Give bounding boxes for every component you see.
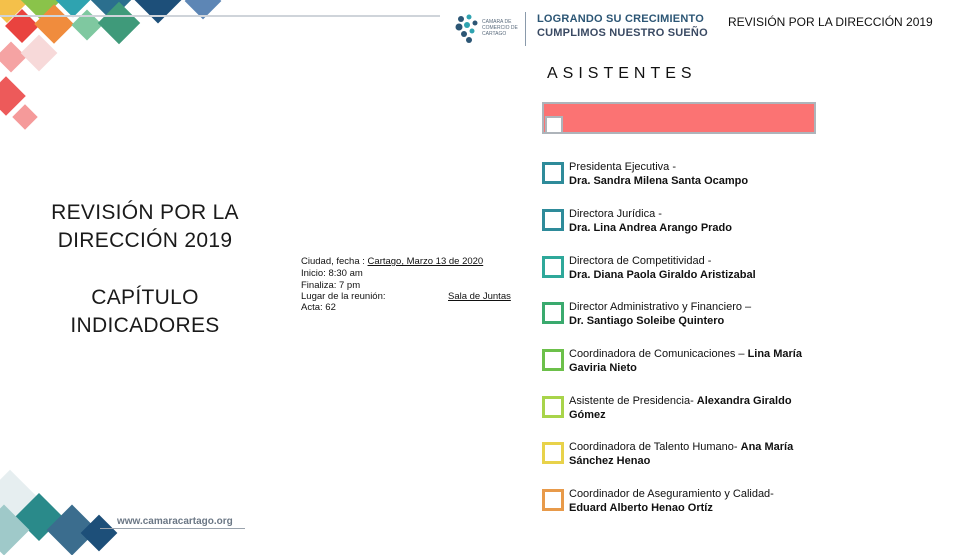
attendee-name: Dr. Santiago Soleibe Quintero [569,314,725,327]
footer-divider [100,528,245,529]
attendee-role: Coordinadora de Comunicaciones – [569,348,748,360]
attendee-name: Alexandra Giraldo Gómez [569,395,792,421]
meeting-city-date [301,256,483,268]
chamber-logo-text: CAMARA DE COMERCIO DE CARTAGO [482,19,518,37]
page-title-line-2: DIRECCIÓN 2019 [57,229,233,252]
attendee-checkbox [542,489,564,511]
meeting-city-value: Cartago, Marzo 13 de 2020 [367,256,484,267]
attendee-checkbox [542,442,564,464]
attendee-role: Director Administrativo y Financiero – [569,301,752,313]
attendee-role: Presidenta Ejecutiva - [569,161,676,173]
attendee-checkbox [542,256,564,278]
attendee-checkbox [542,209,564,231]
attendee-name: Dra. Sandra Milena Santa Ocampo [569,174,749,187]
header-title: REVISIÓN POR LA DIRECCIÓN 2019 [728,15,933,29]
attendee-name: Dra. Diana Paola Giraldo Aristizabal [569,268,756,281]
meeting-city-label: Ciudad, fecha : [301,256,368,267]
attendee-checkbox [542,302,564,324]
meeting-place-value: Sala de Juntas [448,291,511,302]
slogan-line-2: CUMPLIMOS NUESTRO SUEÑO [537,27,708,39]
logo-divider [525,12,526,46]
attendee-name: Dra. Lina Andrea Arango Prado [569,221,732,234]
attendee-checkbox [542,349,564,371]
section-heading: ASISTENTES [547,65,697,82]
attendee-role: Coordinador de Aseguramiento y Calidad- [569,488,774,500]
meeting-start: Inicio: 8:30 am [301,268,363,279]
attendee-name: Lina María Gaviria Nieto [569,348,802,374]
meeting-place-label: Lugar de la reunión: [301,291,386,302]
slogan [537,12,708,40]
meeting-end: Finaliza: 7 pm [301,280,361,291]
footer-website-link[interactable]: www.camaracartago.org [117,516,233,527]
chamber-logo-icon [455,14,481,44]
chapter-title-line-2: INDICADORES [70,314,220,337]
page-title [20,199,270,255]
page-title-line-1: REVISIÓN POR LA [51,201,239,224]
highlight-checkbox [545,116,563,134]
attendee-role: Asistente de Presidencia- [569,395,697,407]
attendee-checkbox [542,162,564,184]
attendee-role: Coordinadora de Talento Humano- [569,441,741,453]
attendee-checkbox [542,396,564,418]
attendee-role: Directora Jurídica - [569,208,662,220]
header-divider [0,15,440,17]
chapter-title-line-1: CAPÍTULO [91,286,199,309]
meeting-acta: Acta: 62 [301,302,336,313]
slogan-line-1: LOGRANDO SU CRECIMIENTO [537,13,704,25]
attendee-name: Eduard Alberto Henao Ortíz [569,501,713,514]
highlight-bar [542,102,816,134]
attendee-role: Directora de Competitividad - [569,255,712,267]
chapter-title [20,284,270,340]
attendee-name: Ana María Sánchez Henao [569,441,794,467]
